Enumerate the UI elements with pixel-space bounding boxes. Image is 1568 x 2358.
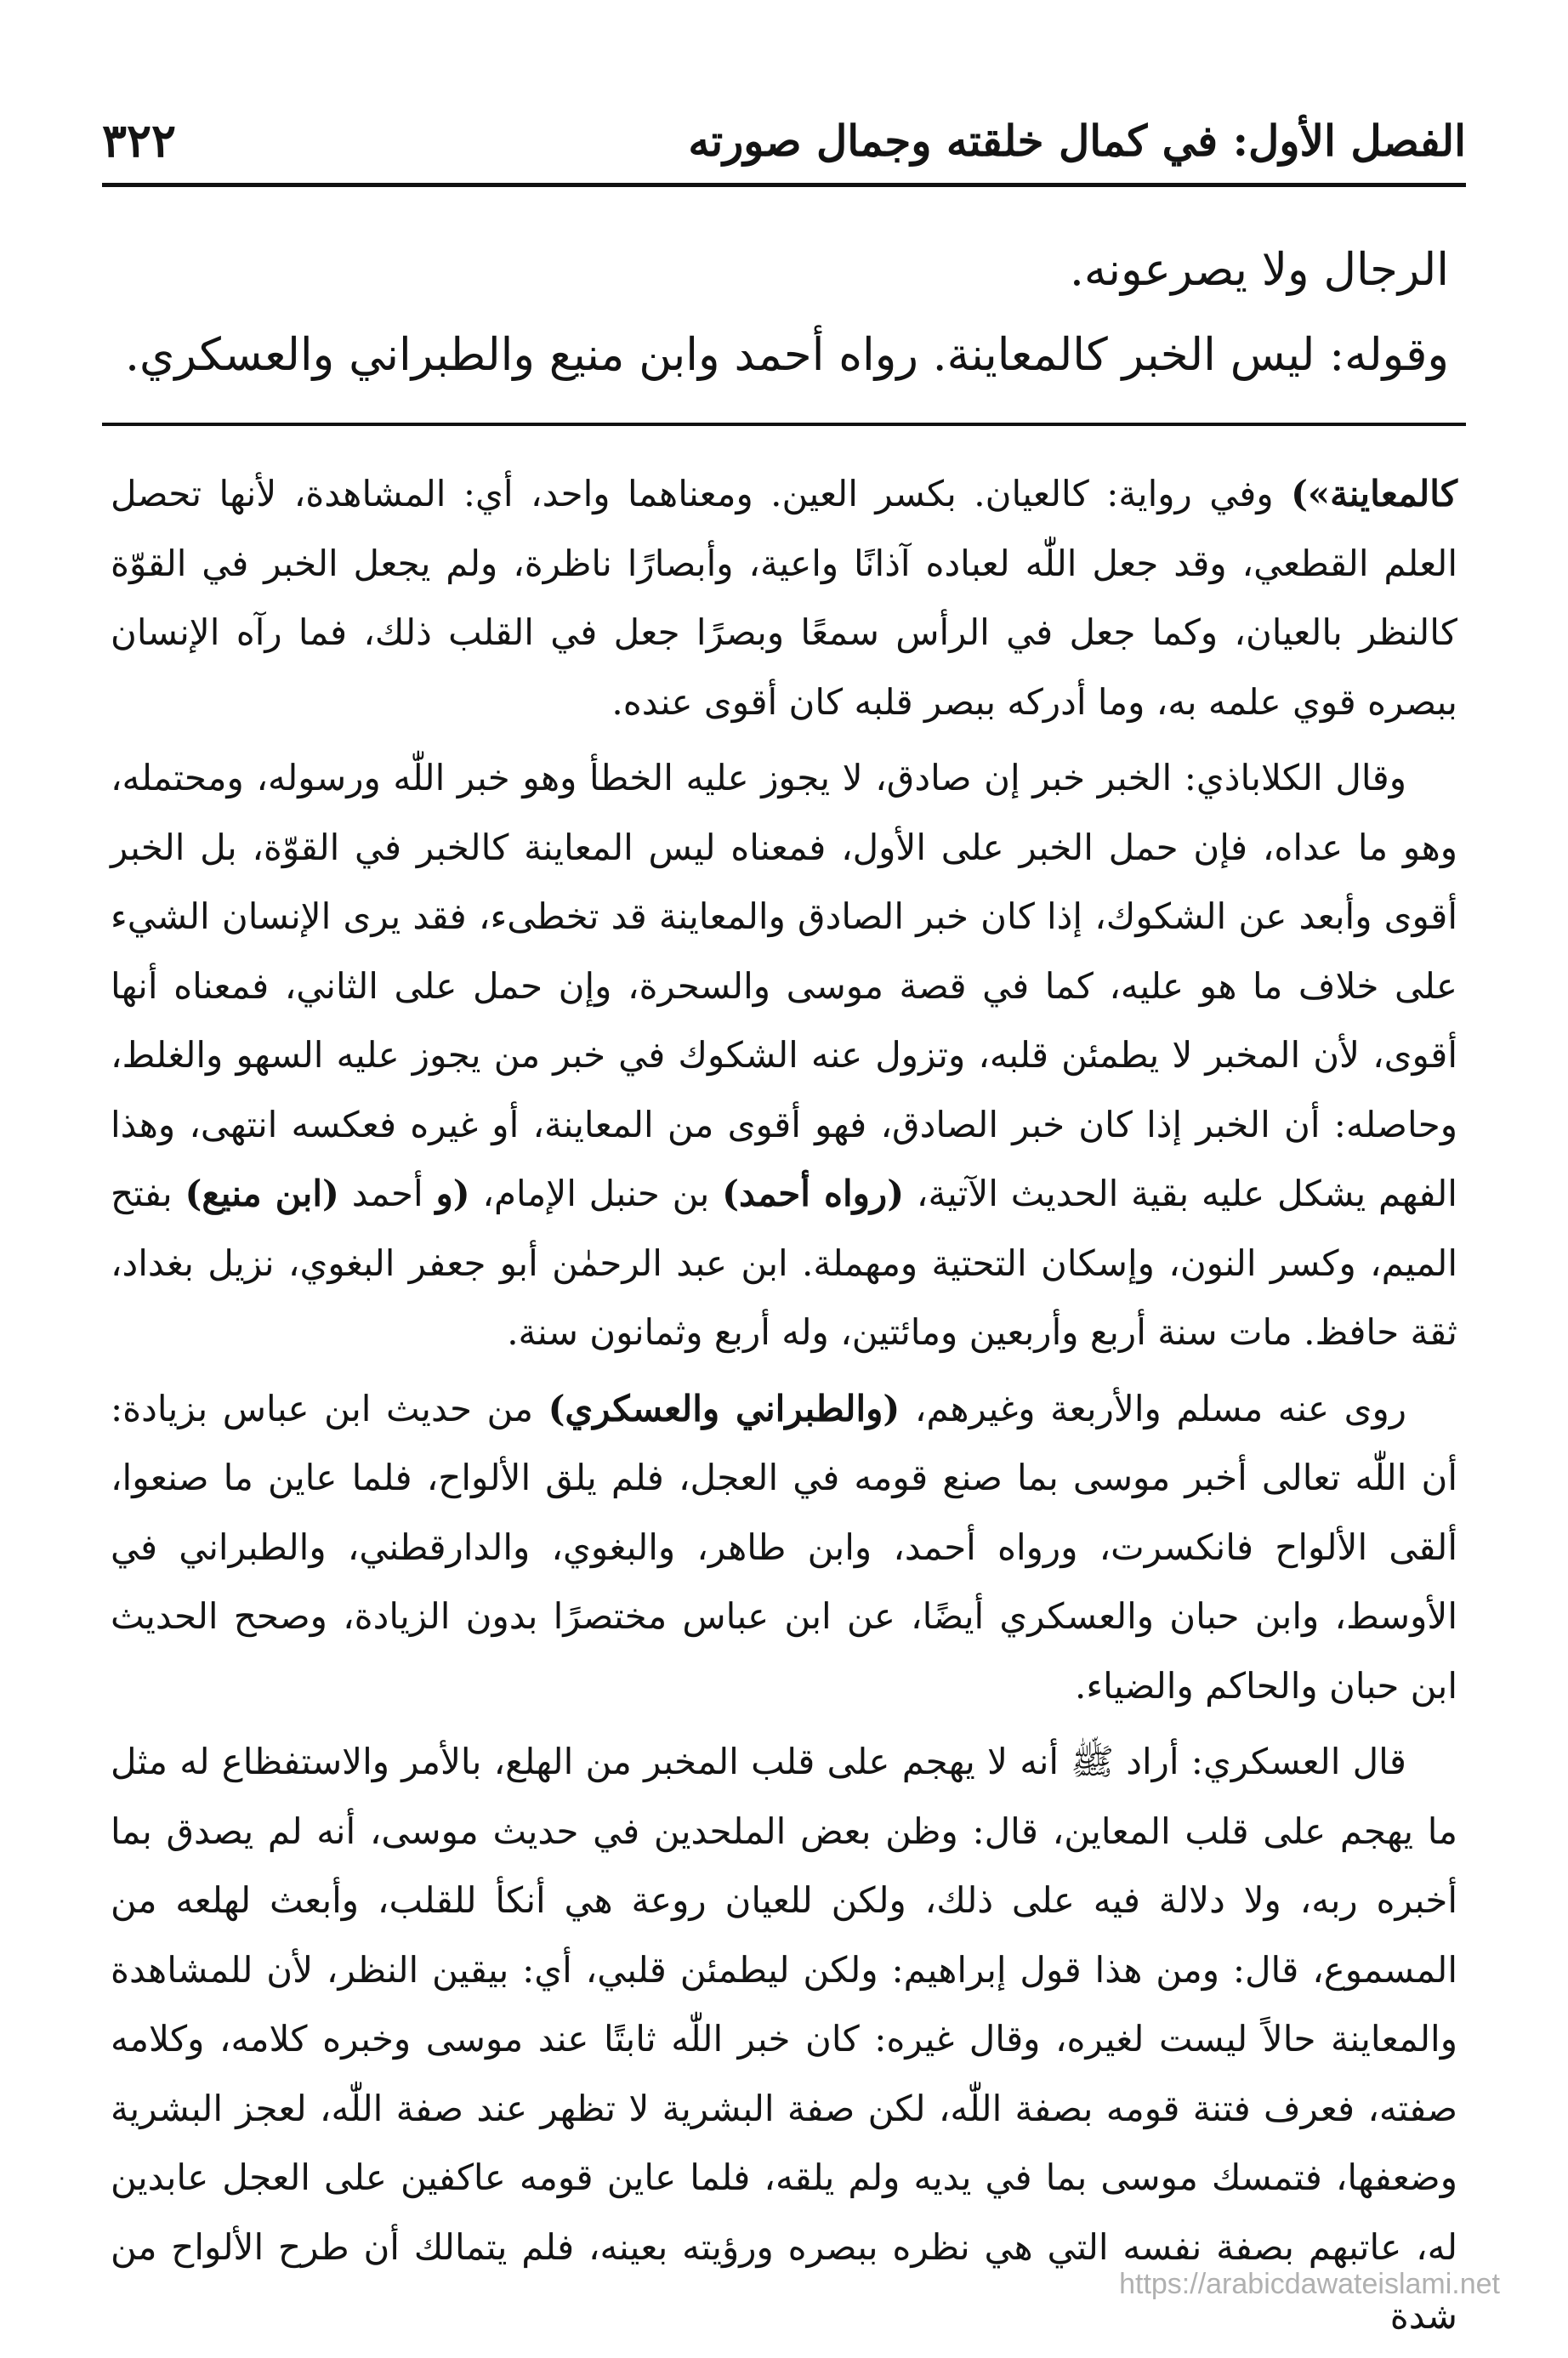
lemma: (رواه أحمد): [722, 1173, 905, 1214]
main-text-line: الرجال ولا يصرعونه.: [1069, 244, 1449, 296]
header-rule: [102, 183, 1466, 187]
main-text-line: وقوله: ليس الخبر كالمعاينة. رواه أحمد وابن منيع والطبراني والعسكري.: [125, 329, 1449, 381]
main-text: [119, 228, 1449, 398]
paragraph-text: قال العسكري: أراد ﷺ أنه لا يهجم على قلب المخبر من الهلع، بالأمر والاستفظاع له مثل ما يهجم على قلب المعاين، قال: وظن بعض الملحدين في حديث موسى، أنه لم يصدق بما أخبره ربه، ولا دلالة فيه على ذلك، ولكن للعيان روعة هي أنكأ للقلب، وأبعث لهلعه من المسموع، قال: ومن هذا قول إبراهيم: ولكن ليطمئن قلبي، أي: بيقين النظر، لأن للمشاهدة والمعاينة حالاً ليست لغيره، وقال غيره: كان خبر اللّٰه ثابتًا عند موسى وخبره كلامه، وكلامه صفته، فعرف فتنة قومه بصفة اللّٰه، لكن صفة البشرية لا تظهر عند صفة اللّٰه، لعجز البشرية وضعفها، فتمسك موسى بما في يديه ولم يلقه، فلما عاين قومه عاكفين على العجل عابدين له، عاتبهم بصفة نفسه التي هي نظره ببصره ورؤيته بعينه، فلم يتمالك أن طرح الألواح من شدة: [111, 1741, 1457, 2337]
paragraph-text: وفي رواية: كالعيان. بكسر العين. ومعناهما واحد، أي: المشاهدة، لأنها تحصل العلم القطعي، وقد جعل اللّٰه لعباده آذانًا واعية، وأبصارًا ناظرة، ولم يجعل الخبر في القوّة كالنظر بالعيان، وكما جعل في الرأس سمعًا وبصرًا جعل في القلب ذلك، فما رآه الإنسان ببصره قوي علمه به، وما أدركه ببصر قلبه كان أقوى عنده.: [111, 473, 1457, 723]
paragraph-text: بفتح الميم، وكسر النون، وإسكان التحتية ومهملة. ابن عبد الرحمٰن أبو جعفر البغوي، نزيل بغداد، ثقة حافظ. مات سنة أربع وأربعين ومائتين، وله أربع وثمانون سنة.: [111, 1173, 1457, 1353]
paragraph-text: بن حنبل الإمام،: [469, 1173, 723, 1214]
running-title: الفصل الأول: في كمال خلقته وجمال صورته: [688, 115, 1466, 166]
lemma: كالمعاينة»): [1291, 473, 1457, 514]
commentary-paragraph: [111, 1374, 1457, 1721]
lemma: (ابن منيع): [185, 1173, 339, 1214]
commentary: [111, 459, 1457, 2358]
paragraph-text: وقال الكلاباذي: الخبر خبر إن صادق، لا يجوز عليه الخطأ وهو خبر اللّٰه ورسوله، ومحتمله، وهو ما عداه، فإن حمل الخبر على الأول، فمعناه ليس المعاينة كالخبر في القوّة، بل الخبر أقوى وأبعد عن الشكوك، إذا كان خبر الصادق والمعاينة قد تخطىء، فقد يرى الإنسان الشيء على خلاف ما هو عليه، كما في قصة موسى والسحرة، وإن حمل على الثاني، فمعناه أنها أقوى، لأن المخبر لا يطمئن قلبه، وتزول عنه الشكوك في خبر من يجوز عليه السهو والغلط، وحاصله: أن الخبر إذا كان خبر الصادق، فهو أقوى من المعاينة، أو غيره فعكسه انتهى، وهذا الفهم يشكل عليه بقية الحديث الآتية،: [111, 757, 1457, 1214]
watermark-url: https://arabicdawateislami.net: [1119, 2268, 1500, 2300]
commentary-separator: [102, 423, 1466, 426]
commentary-paragraph: [111, 743, 1457, 1367]
commentary-paragraph: [111, 459, 1457, 736]
lemma: (و: [435, 1173, 470, 1214]
paragraph-text: أحمد: [338, 1173, 436, 1214]
paragraph-text: روى عنه مسلم والأربعة وغيرهم،: [900, 1387, 1407, 1429]
commentary-paragraph: [111, 1727, 1457, 2351]
page-number: ٣٢٢: [102, 113, 177, 168]
lemma: (والطبراني والعسكري): [548, 1387, 900, 1429]
page-header: [102, 98, 1466, 183]
paragraph-text: من حديث ابن عباس بزيادة: أن اللّٰه تعالى أخبر موسى بما صنع قومه في العجل، فلم يلق الألواح، فلما عاين ما صنعوا، ألقى الألواح فانكسرت، ورواه أحمد، وابن طاهر، والبغوي، والدارقطني، والطبراني في الأوسط، وابن حبان والعسكري أيضًا، عن ابن عباس مختصرًا بدون الزيادة، وصحح الحديث ابن حبان والحاكم والضياء.: [111, 1387, 1457, 1707]
